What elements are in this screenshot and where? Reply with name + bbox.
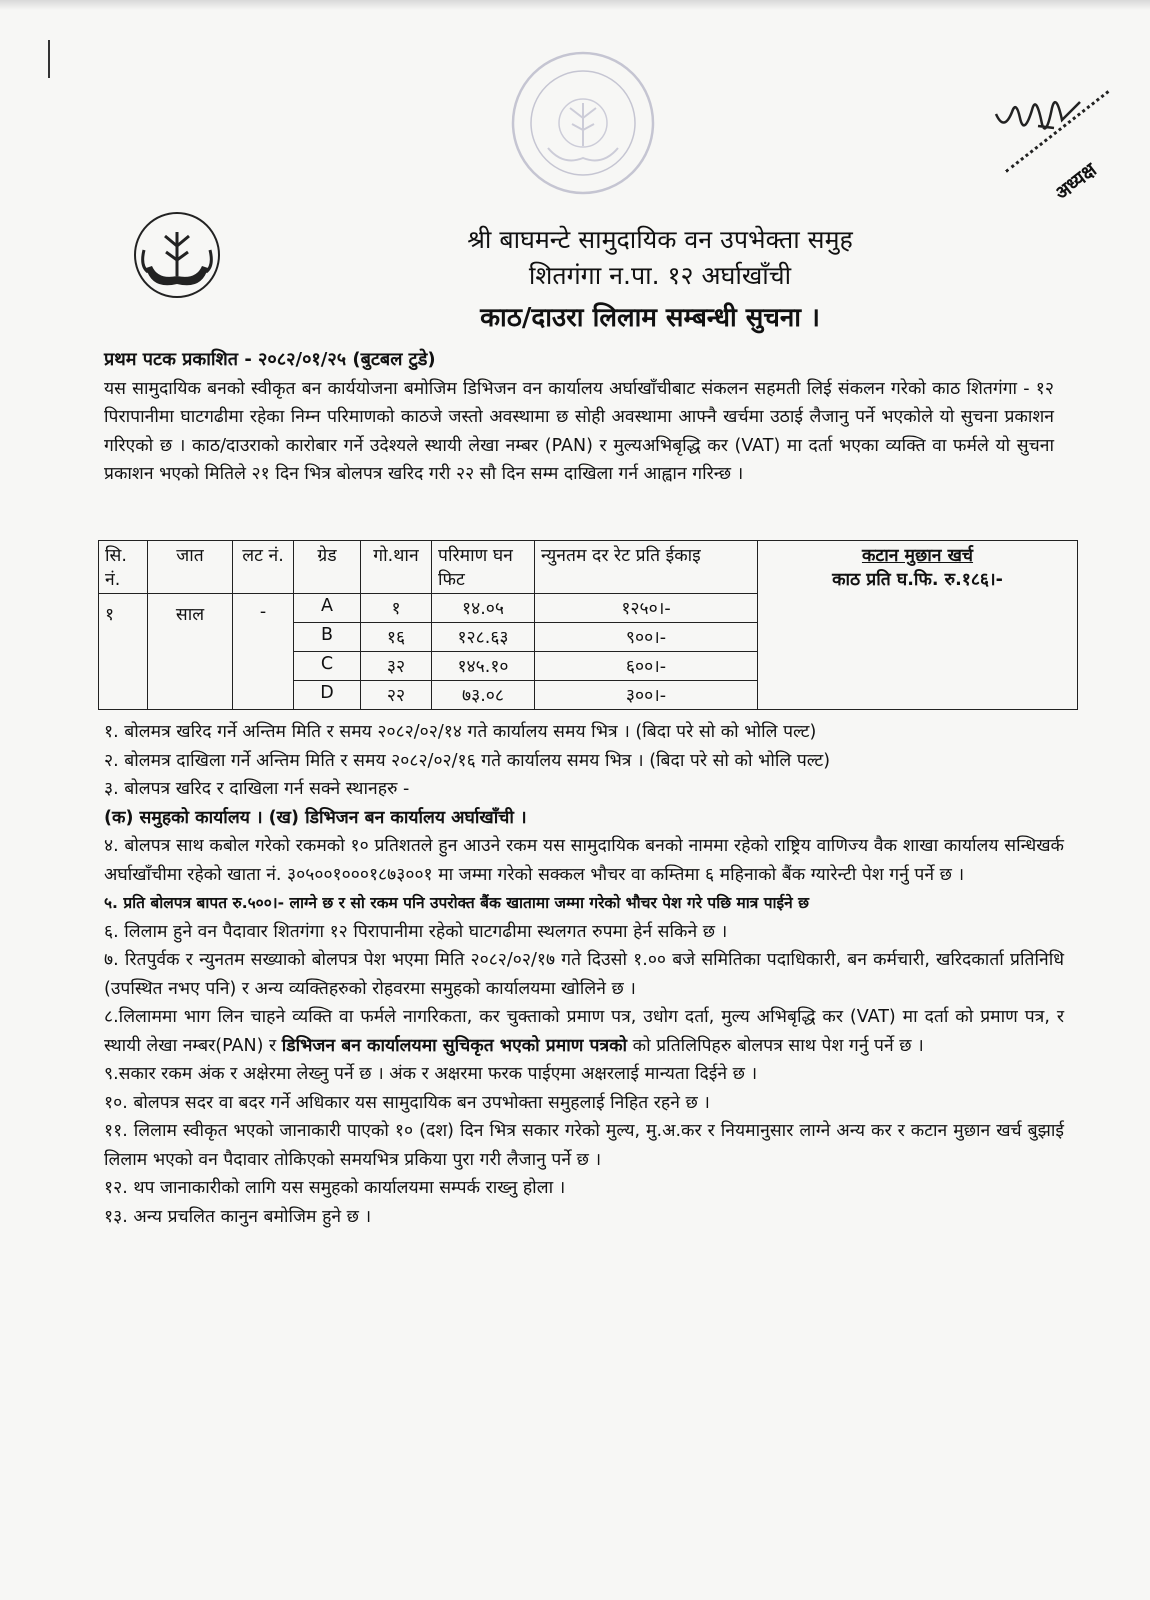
cell-rate: १२५०।-	[535, 594, 758, 623]
term-3-places: (क) समुहको कार्यालय । (ख) डिभिजन बन कार्यालय अर्घाखाँची ।	[104, 807, 527, 828]
header-sn: सि. नं.	[99, 541, 148, 594]
cutting-cost-value: काठ प्रति घ.फि. रु.१८६।-	[832, 570, 1003, 590]
term-11: ११. लिलाम स्वीकृत भएको जानाकारी पाएको १० (दश) दिन भित्र सकार गरेको मुल्य, मु.अ.कर र नियमानुसार लाग्ने अन्य कर र कटान मुछान खर्च बुझाई लिलाम भएको वन पैदावार तोकिएको समयभित्र प्रकिया पुरा गरी लैजानु पर्ने छ ।	[104, 1121, 1064, 1170]
header-logs: गो.थान	[361, 541, 432, 594]
cell-rate: ९००।-	[535, 623, 758, 652]
notice-title: काठ/दाउरा लिलाम सम्बन्धी सुचना ।	[480, 303, 820, 333]
header-lot: लट नं.	[233, 541, 294, 594]
header-quantity: परिमाण घन फिट	[432, 541, 535, 594]
table-header-row	[99, 541, 1078, 594]
page-top-edge	[0, 0, 1150, 10]
term-8	[104, 1003, 1064, 1060]
term-5: ५. प्रति बोलपत्र बापत रु.५००।- लाग्ने छ र सो रकम पनि उपरोक्त बैंक खातामा जम्मा गरेको भौचर पेश गरे पछि मात्र पाईने छ	[104, 894, 810, 912]
header-rate: न्युनतम दर रेट प्रति ईकाइ	[535, 541, 758, 594]
cell-lot: -	[233, 594, 294, 710]
term-7: ७. रितपुर्वक र न्युनतम सख्याको बोलपत्र पेश भएमा मिति २०८२/०२/१७ गते दिउसो १.०० बजे समितिका पदाधिकारी, बन कर्मचारी, खरिदकार्ता प्रतिनिधि (उपस्थित नभए पनि) र अन्य व्यक्तिहरुको रोहवरमा समुहको कार्यालयमा खोलिने छ ।	[104, 950, 1064, 999]
cell-grade: B	[294, 623, 361, 652]
term-2: २. बोलमत्र दाखिला गर्ने अन्तिम मिति र समय २०८२/०२/१६ गते कार्यालय समय भित्र । (बिदा परे सो को भोलि पल्ट)	[104, 750, 831, 771]
organization-name: श्री बाघमन्टे सामुदायिक वन उपभेक्ता समुह	[467, 225, 853, 254]
cutting-cost-cell	[758, 541, 1078, 710]
cell-quantity: १४५.१०	[432, 652, 535, 681]
cell-grade: C	[294, 652, 361, 681]
cell-grade: D	[294, 681, 361, 710]
notice-intro-section	[104, 346, 1054, 489]
document-header	[0, 222, 1150, 338]
cell-rate: ३००।-	[535, 681, 758, 710]
cell-logs: १६	[361, 623, 432, 652]
term-9: ९.सकार रकम अंक र अक्षेरमा लेख्नु पर्ने छ । अंक र अक्षरमा फरक पाईएमा अक्षरलाई मान्यता दिईने छ ।	[104, 1064, 758, 1084]
term-8-end: को प्रतिलिपिहरु बोलपत्र साथ पेश गर्नु पर्ने छ ।	[632, 1035, 924, 1056]
cell-rate: ६००।-	[535, 652, 758, 681]
cell-quantity: १४.०५	[432, 594, 535, 623]
cell-quantity: १२८.६३	[432, 623, 535, 652]
cell-quantity: ७३.०८	[432, 681, 535, 710]
cutting-cost-title: कटान मुछान खर्च	[861, 546, 974, 566]
cell-logs: ३२	[361, 652, 432, 681]
term-12: १२. थप जानाकारीको लागि यस समुहको कार्यालयमा सम्पर्क राख्नु होला ।	[104, 1178, 566, 1198]
term-6: ६. लिलाम हुने वन पैदावार शितगंगा १२ पिरापानीमा रहेको घाटगढीमा स्थलगत रुपमा हेर्न सकिने छ ।	[104, 921, 728, 942]
cell-grade: A	[294, 594, 361, 623]
term-3: ३. बोलपत्र खरिद र दाखिला गर्न सक्ने स्थानहरु -	[104, 779, 410, 799]
intro-paragraph: यस सामुदायिक बनको स्वीकृत बन कार्ययोजना बमोजिम डिभिजन वन कार्यालय अर्घाखाँचीबाट संकलन सहमती लिई संकलन गरेको काठ शितगंगा - १२ पिरापानीमा घाटगढीमा रहेका निम्न परिमाणको काठजे जस्तो अवस्थामा छ सोही अवस्थामा आफ्नै खर्चमा उठाई लैजानु पर्ने भएकोले यो सुचना प्रकाशन गरिएको छ । काठ/दाउराको कारोबार गर्ने उदेश्यले स्थायी लेखा नम्बर (PAN) र मुल्यअभिबृद्धि कर (VAT) मा दर्ता भएका व्यक्ति वा फर्मले यो सुचना प्रकाशन भएको मितिले २१ दिन भित्र बोलपत्र खरिद गरी २२ सौ दिन सम्म दाखिला गर्न आह्वान गरिन्छ ।	[104, 378, 1054, 484]
cell-species: साल	[148, 594, 233, 710]
timber-lot-table	[98, 540, 1078, 710]
header-species: जात	[148, 541, 233, 594]
term-4: ४. बोलपत्र साथ कबोल गरेको रकमको १० प्रतिशतले हुन आउने रकम यस सामुदायिक बनको नाममा रहेको राष्ट्रिय वाणिज्य वैक शाखा कार्यालय सन्धिखर्क अर्घाखाँचीमा रहेको खाता नं. ३०५००१०००१८७३००१ मा जम्मा गरेको सक्कल भौचर वा कम्तिमा ६ महिनाको बैंक ग्यारेन्टी पेश गर्नु पर्ने छ ।	[104, 836, 1064, 885]
organization-address: शितगंगा न.पा. १२ अर्घाखाँची	[528, 261, 792, 290]
notice-terms	[104, 718, 1064, 1231]
cell-logs: १	[361, 594, 432, 623]
term-8-text: ८.लिलाममा भाग लिन चाहने व्यक्ति वा फर्मले नागरिकता, कर चुक्ताको प्रमाण पत्र, उधोग दर्ता, मुल्य अभिबृद्धि कर (VAT) मा दर्ता को प्रमाण पत्र, र स्थायी लेखा नम्बर(PAN) र	[104, 1007, 1064, 1056]
signatory-role: अध्यक्ष	[1050, 158, 1101, 205]
publication-line: प्रथम पटक प्रकाशित - २०८२/०१/२५ (बुटबल टुडे)	[104, 349, 436, 370]
margin-mark	[48, 40, 50, 78]
cell-sn: १	[99, 594, 148, 710]
header-grade: ग्रेड	[294, 541, 361, 594]
term-1: १. बोलमत्र खरिद गर्ने अन्तिम मिति र समय २०८२/०२/१४ गते कार्यालय समय भित्र । (बिदा परे सो को भोलि पल्ट)	[104, 722, 817, 742]
cell-logs: २२	[361, 681, 432, 710]
term-13: १३. अन्य प्रचलित कानुन बमोजिम हुने छ ।	[104, 1206, 372, 1227]
term-8-bold: डिभिजन बन कार्यालयमा सुचिकृत भएको प्रमाण पत्रको	[281, 1035, 628, 1056]
term-10: १०. बोलपत्र सदर वा बदर गर्ने अधिकार यस सामुदायिक बन उपभोक्ता समुहलाई निहित रहने छ ।	[104, 1092, 710, 1113]
office-seal-stamp	[508, 48, 658, 198]
